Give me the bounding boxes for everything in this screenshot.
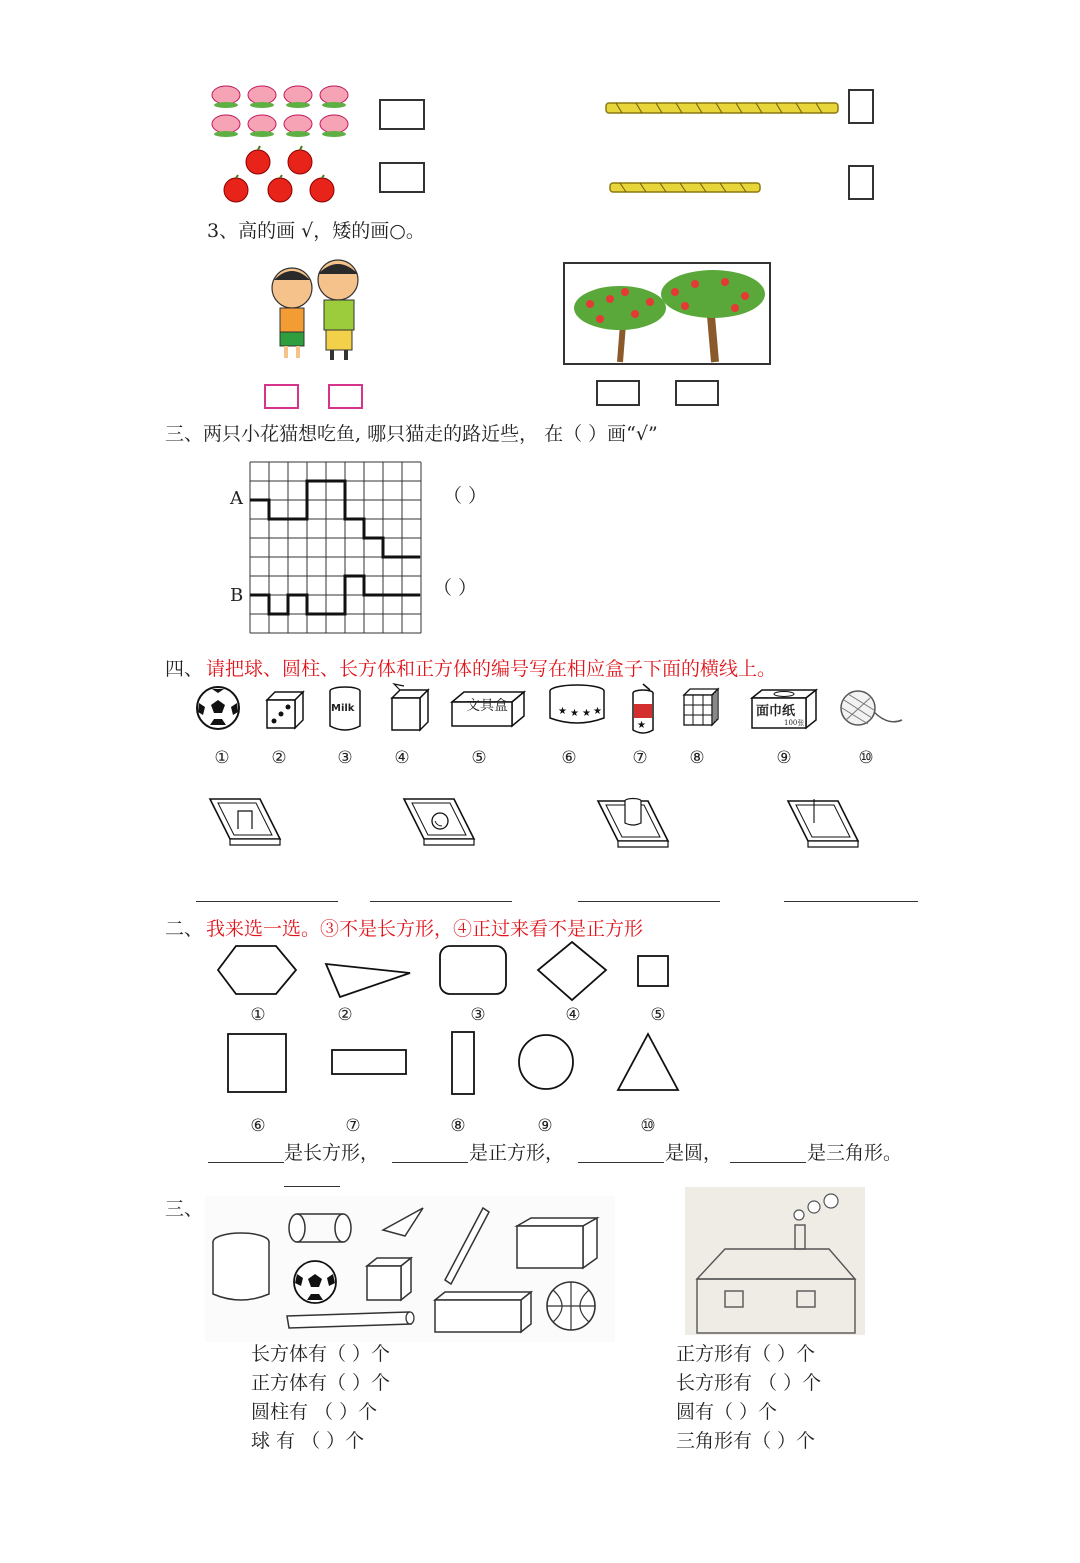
shape-number-4: ⑨	[537, 1116, 553, 1136]
answer-line-rect[interactable]	[208, 1162, 284, 1163]
shape-wide-rectangle	[332, 1050, 406, 1074]
cake-tin-icon	[548, 684, 606, 728]
object-number-7: ⑦	[632, 748, 648, 768]
answer-box-peach[interactable]	[379, 99, 425, 130]
shape-number-1: ⑥	[250, 1116, 266, 1136]
answer-box-child-2[interactable]	[328, 384, 363, 409]
shape-number-3: ⑧	[450, 1116, 466, 1136]
tray-rectangular-prism	[208, 795, 282, 847]
long-rope-illustration	[606, 100, 840, 118]
plane-count-4[interactable]: 三角形有（ ）个	[676, 1430, 816, 1452]
solid-count-3[interactable]: 圆柱有 （ ）个	[251, 1401, 378, 1423]
section-3b-prefix: 三、	[165, 1198, 204, 1220]
object-number-9: ⑨	[776, 748, 792, 768]
answer-paren-a[interactable]: （ ）	[443, 485, 488, 507]
solids-illustration	[205, 1196, 615, 1342]
shape-rounded-rect	[440, 946, 506, 994]
answer-line-square[interactable]	[392, 1162, 468, 1163]
answer-triangle-label: 是三角形。	[807, 1142, 903, 1164]
open-box-icon	[390, 684, 430, 732]
svg-text:★: ★	[558, 706, 567, 717]
soccer-ball-icon	[195, 685, 241, 731]
shape-number-3: ③	[470, 1005, 486, 1025]
section-2-title: 我来选一选。③不是长方形，④正过来看不是正方形	[206, 918, 644, 940]
answer-box-apple[interactable]	[379, 162, 425, 193]
house-illustration	[685, 1187, 865, 1335]
path-grid	[250, 462, 420, 634]
object-number-4: ④	[394, 748, 410, 768]
object-number-6: ⑥	[561, 748, 577, 768]
answer-square-label: 是正方形，	[469, 1142, 565, 1164]
milk-label: Milk	[331, 703, 355, 714]
shape-thin-triangle	[326, 964, 410, 997]
plane-count-2[interactable]: 长方形有 （ ）个	[676, 1372, 822, 1394]
svg-text:★: ★	[570, 708, 579, 719]
section-4-title: 请把球、圆柱、长方体和正方体的编号写在相应盒子下面的横线上。	[206, 658, 777, 680]
tray-sphere	[402, 795, 476, 847]
object-number-8: ⑧	[689, 748, 705, 768]
children-illustration	[262, 258, 374, 362]
answer-line-extra[interactable]	[284, 1186, 340, 1187]
tissue-box-sublabel: 100张	[784, 719, 805, 727]
shape-triangle	[618, 1034, 678, 1090]
shape-number-2: ②	[337, 1005, 353, 1025]
answer-box-short-rope[interactable]	[848, 165, 874, 200]
section-3-title: 三、两只小花猫想吃鱼, 哪只猫走的路近些， 在（ ）画“√”	[165, 423, 658, 445]
short-rope-illustration	[610, 180, 764, 196]
rubiks-cube-icon	[682, 687, 720, 727]
tray-cube	[786, 795, 860, 849]
pencil-case-label: 文具盒	[466, 698, 508, 714]
plane-count-1[interactable]: 正方形有（ ）个	[676, 1343, 816, 1365]
object-number-5: ⑤	[471, 748, 487, 768]
object-number-3: ③	[337, 748, 353, 768]
answer-line-4[interactable]	[784, 901, 918, 902]
answer-line-3[interactable]	[578, 901, 720, 902]
peach-illustration	[208, 80, 356, 140]
peach-group	[208, 80, 356, 140]
answer-line-circle[interactable]	[578, 1162, 664, 1163]
solid-count-1[interactable]: 长方体有（ ）个	[251, 1343, 391, 1365]
answer-line-triangle[interactable]	[730, 1162, 806, 1163]
shape-number-5: ⑩	[640, 1116, 656, 1136]
section-4-prefix: 四、	[165, 658, 204, 680]
shape-small-square	[638, 956, 668, 986]
apple-illustration	[218, 148, 348, 204]
section-2-prefix: 二、	[165, 918, 204, 940]
answer-paren-b[interactable]: （ ）	[433, 577, 478, 599]
answer-line-2[interactable]	[370, 901, 512, 902]
plane-count-3[interactable]: 圆有（ ）个	[676, 1401, 778, 1423]
question-3-title: 3、高的画 √，矮的画○。	[207, 220, 425, 242]
shape-tall-rectangle	[452, 1032, 474, 1094]
path-label-b: B	[230, 585, 244, 606]
solids-picture	[205, 1196, 615, 1342]
path-label-a: A	[230, 488, 243, 509]
object-number-1: ①	[214, 748, 230, 768]
svg-text:★: ★	[593, 706, 602, 717]
house-picture	[685, 1187, 865, 1335]
svg-text:★: ★	[637, 720, 646, 731]
shape-large-square	[228, 1034, 286, 1092]
shape-circle	[519, 1035, 573, 1089]
object-number-2: ②	[271, 748, 287, 768]
answer-rect-label: 是长方形，	[284, 1142, 380, 1164]
dice-icon	[265, 690, 305, 730]
answer-box-tree-2[interactable]	[675, 380, 719, 406]
answer-box-long-rope[interactable]	[848, 89, 874, 124]
solid-count-4[interactable]: 球 有 （ ）个	[251, 1430, 365, 1452]
apple-group	[218, 148, 348, 204]
shape-diamond	[538, 942, 606, 1000]
object-number-10: ⑩	[858, 748, 874, 768]
trees-frame	[563, 262, 771, 365]
shapes-row-1	[216, 942, 676, 1002]
tray-cylinder	[596, 795, 670, 849]
answer-box-tree-1[interactable]	[596, 380, 640, 406]
shape-number-1: ①	[250, 1005, 266, 1025]
shape-number-2: ⑦	[345, 1116, 361, 1136]
answer-line-1[interactable]	[196, 901, 338, 902]
shape-number-5: ⑤	[650, 1005, 666, 1025]
trees-illustration	[565, 264, 769, 363]
battery-icon	[630, 684, 656, 736]
answer-circle-label: 是圆，	[665, 1142, 723, 1164]
shape-hexagon	[218, 946, 296, 994]
solid-count-2[interactable]: 正方体有（ ）个	[251, 1372, 391, 1394]
tissue-box-label: 面巾纸	[756, 704, 796, 719]
yarn-ball-icon	[838, 690, 904, 730]
shapes-row-2	[216, 1028, 686, 1098]
svg-text:★: ★	[582, 708, 591, 719]
shape-number-4: ④	[565, 1005, 581, 1025]
answer-box-child-1[interactable]	[264, 384, 299, 409]
